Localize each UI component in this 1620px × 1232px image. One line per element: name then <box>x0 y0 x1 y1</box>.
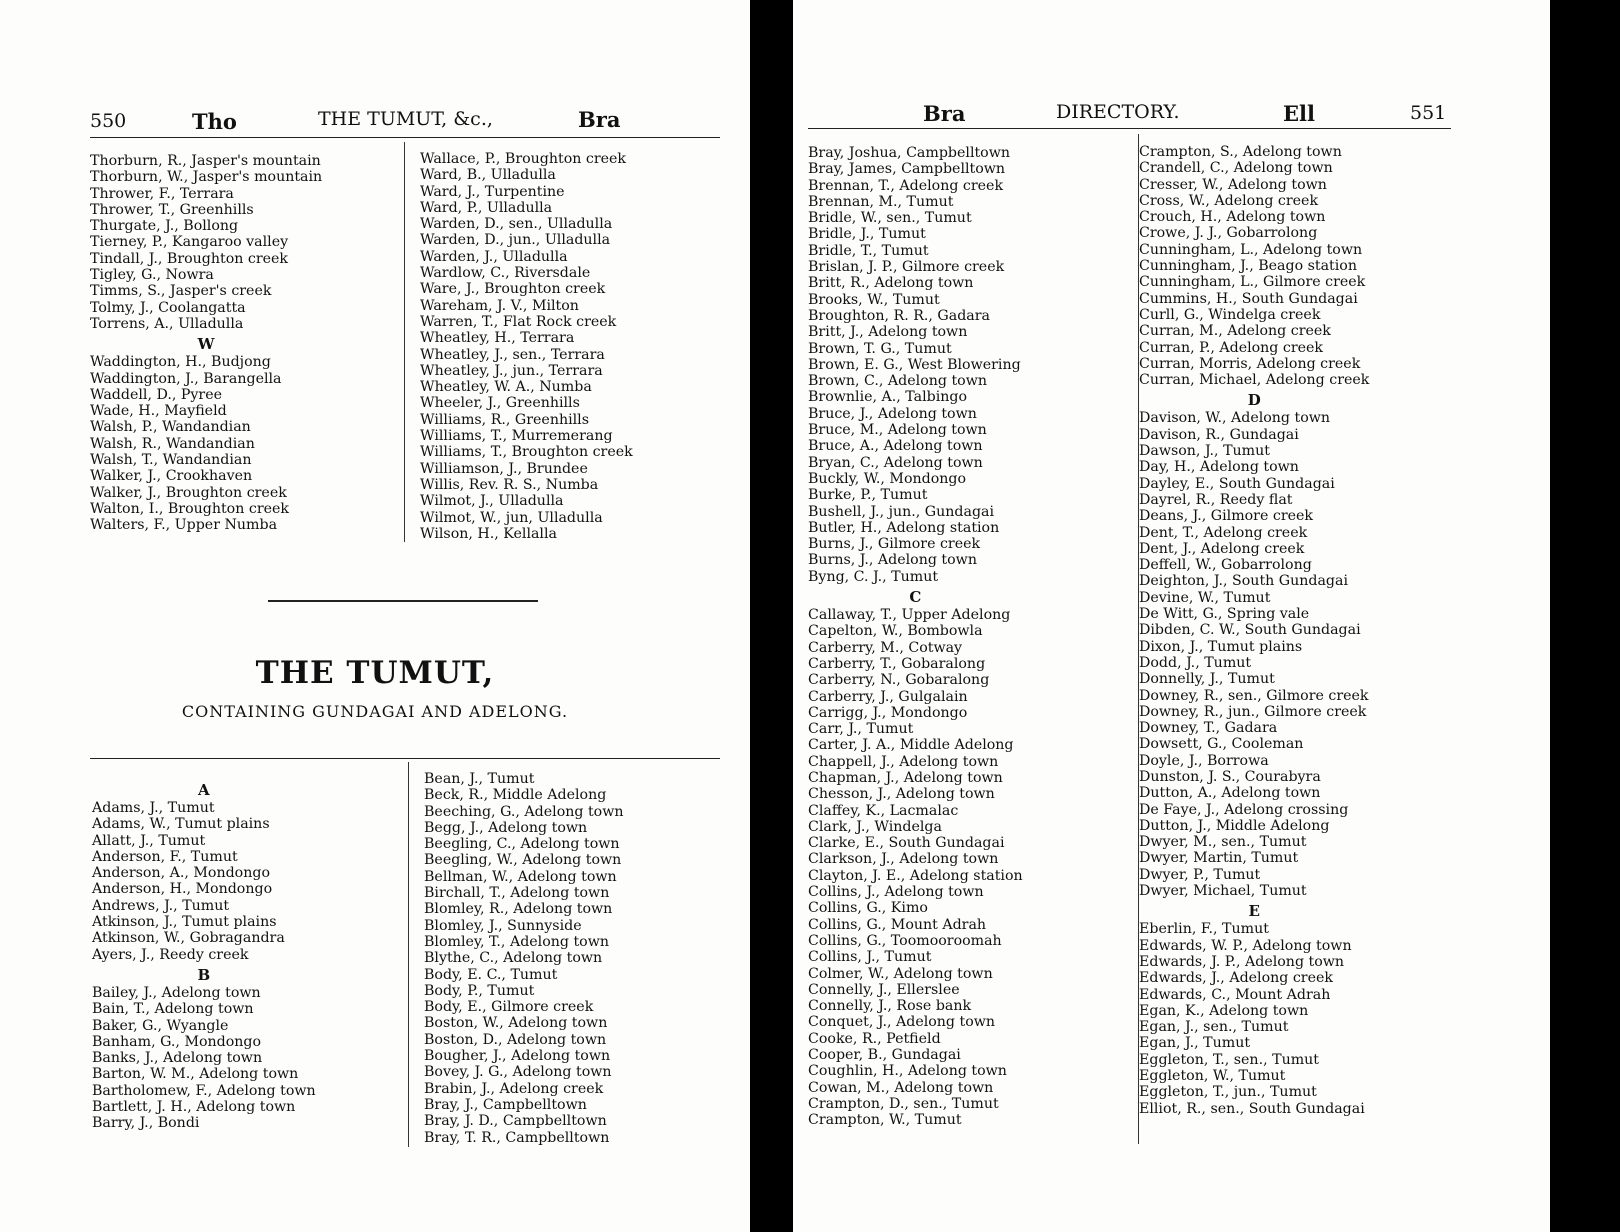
directory-entry: Dwyer, M., sen., Tumut <box>1139 834 1307 851</box>
left-page <box>0 0 750 1232</box>
directory-entry: Wardlow, C., Riversdale <box>420 265 591 282</box>
directory-column <box>90 153 322 534</box>
directory-entry: Brennan, M., Tumut <box>808 193 954 210</box>
directory-entry: Deighton, J., South Gundagai <box>1139 573 1349 590</box>
directory-entry: Tierney, P., Kangaroo valley <box>90 234 289 251</box>
directory-entry: Bruce, M., Adelong town <box>808 422 987 439</box>
directory-entry: Ward, J., Turpentine <box>420 183 565 200</box>
directory-entry: Ayers, J., Reedy creek <box>92 946 249 963</box>
right-page <box>793 0 1550 1232</box>
directory-entry: Bray, J., Campbelltown <box>424 1096 587 1113</box>
directory-entry: Bartholomew, F., Adelong town <box>92 1082 316 1099</box>
directory-entry: Bain, T., Adelong town <box>92 1001 254 1018</box>
directory-entry: Brooks, W., Tumut <box>808 291 940 308</box>
directory-entry: Bougher, J., Adelong town <box>424 1048 611 1065</box>
directory-entry: Chapman, J., Adelong town <box>808 769 1003 786</box>
directory-entry: Brown, E. G., West Blowering <box>808 356 1021 373</box>
directory-entry: Brennan, T., Adelong creek <box>808 177 1004 194</box>
directory-entry: Torrens, A., Ulladulla <box>90 315 244 332</box>
directory-entry: Anderson, F., Tumut <box>92 848 238 865</box>
directory-entry: Williams, T., Murremerang <box>420 428 613 445</box>
directory-entry: Blomley, T., Adelong town <box>424 933 610 950</box>
directory-entry: Carberry, J., Gulgalain <box>808 688 968 705</box>
directory-entry: Doyle, J., Borrowa <box>1139 752 1269 769</box>
directory-entry: Curran, Michael, Adelong creek <box>1139 372 1370 389</box>
directory-entry: Eggleton, T., sen., Tumut <box>1139 1051 1319 1068</box>
header-rule <box>90 137 720 138</box>
directory-entry: Clark, J., Windelga <box>808 818 942 835</box>
directory-entry: Tolmy, J., Coolangatta <box>90 299 246 316</box>
page-number: 551 <box>1410 102 1447 124</box>
directory-entry: Dowsett, G., Cooleman <box>1139 736 1304 753</box>
directory-entry: Walsh, R., Wandandian <box>90 435 255 452</box>
directory-entry: Cowan, M., Adelong town <box>808 1079 994 1096</box>
directory-entry: Wilmot, J., Ulladulla <box>420 493 564 510</box>
directory-entry: Collins, J., Tumut <box>808 949 932 966</box>
directory-entry: Bushell, J., jun., Gundagai <box>808 503 995 520</box>
directory-entry: Bryan, C., Adelong town <box>808 454 983 471</box>
directory-entry: Wareham, J. V., Milton <box>420 297 579 314</box>
directory-entry: Allatt, J., Tumut <box>92 832 206 849</box>
directory-column <box>808 145 1023 1129</box>
directory-title: THE TUMUT, <box>255 655 495 691</box>
directory-entry: Curran, P., Adelong creek <box>1139 339 1324 356</box>
directory-entry: Eberlin, F., Tumut <box>1139 921 1269 938</box>
directory-entry: Egan, J., Tumut <box>1139 1035 1251 1052</box>
directory-entry: Anderson, A., Mondongo <box>92 865 270 882</box>
directory-entry: Carberry, N., Gobaralong <box>808 672 990 689</box>
directory-entry: Dutton, J., Middle Adelong <box>1139 817 1330 834</box>
directory-entry: Connelly, J., Rose bank <box>808 998 972 1015</box>
directory-subtitle: CONTAINING GUNDAGAI AND ADELONG. <box>181 702 569 721</box>
directory-entry: Wheatley, J., sen., Terrara <box>420 346 605 363</box>
section-divider <box>268 600 538 602</box>
directory-entry: Birchall, T., Adelong town <box>424 885 610 902</box>
directory-entry: Crandell, C., Adelong town <box>1139 160 1333 177</box>
directory-entry: Willis, Rev. R. S., Numba <box>420 476 599 493</box>
directory-entry: Walsh, T., Wandandian <box>90 452 252 469</box>
directory-entry: Brislan, J. P., Gilmore creek <box>808 259 1005 276</box>
directory-entry: Bray, T. R., Campbelltown <box>424 1129 610 1146</box>
directory-entry: Wade, H., Mayfield <box>90 403 227 420</box>
directory-entry: Wheeler, J., Greenhills <box>420 395 580 412</box>
directory-entry: Curll, G., Windelga creek <box>1139 306 1321 323</box>
section-letter: A <box>198 781 210 799</box>
directory-entry: Clayton, J. E., Adelong station <box>808 867 1023 884</box>
column-divider <box>408 762 409 1147</box>
directory-entry: Thrower, T., Greenhills <box>90 201 254 218</box>
directory-entry: Bruce, A., Adelong town <box>808 438 983 455</box>
directory-entry: Wheatley, W. A., Numba <box>420 379 592 396</box>
directory-entry: Cummins, H., South Gundagai <box>1139 290 1358 307</box>
guide-word-right: Ell <box>1283 101 1315 126</box>
guide-word-right: Bra <box>578 107 621 132</box>
directory-entry: Curran, Morris, Adelong creek <box>1139 355 1361 372</box>
directory-entry: Begg, J., Adelong town <box>424 819 588 836</box>
directory-entry: Barton, W. M., Adelong town <box>92 1066 299 1083</box>
directory-entry: Eggleton, T., jun., Tumut <box>1139 1084 1317 1101</box>
directory-entry: Dixon, J., Tumut plains <box>1139 638 1303 655</box>
directory-entry: Cunningham, L., Gilmore creek <box>1139 274 1366 291</box>
directory-entry: Carberry, T., Gobaralong <box>808 655 986 672</box>
directory-entry: Bruce, J., Adelong town <box>808 405 977 422</box>
directory-entry: Davison, W., Adelong town <box>1139 410 1331 427</box>
directory-entry: Wilmot, W., jun, Ulladulla <box>420 509 603 526</box>
directory-entry: Wheatley, J., jun., Terrara <box>420 362 603 379</box>
directory-entry: Conquet, J., Adelong town <box>808 1014 996 1031</box>
directory-entry: Body, E. C., Tumut <box>424 966 558 983</box>
directory-entry: Bray, James, Campbelltown <box>808 161 1006 178</box>
directory-entry: Dayley, E., South Gundagai <box>1139 475 1335 492</box>
directory-entry: Bray, Joshua, Campbelltown <box>808 145 1011 161</box>
directory-entry: Wheatley, H., Terrara <box>420 330 575 347</box>
directory-entry: Day, H., Adelong town <box>1139 459 1299 476</box>
directory-entry: Boston, D., Adelong town <box>424 1031 607 1048</box>
directory-entry: Byng, C. J., Tumut <box>808 568 939 585</box>
directory-entry: Cross, W., Adelong creek <box>1139 192 1319 209</box>
directory-entry: Deffell, W., Gobarrolong <box>1139 557 1312 574</box>
directory-entry: Dwyer, Martin, Tumut <box>1139 850 1299 867</box>
directory-entry: Adams, W., Tumut plains <box>92 816 270 833</box>
directory-entry: Callaway, T., Upper Adelong <box>808 607 1011 624</box>
directory-entry: Cooke, R., Petfield <box>808 1030 941 1047</box>
directory-entry: Atkinson, J., Tumut plains <box>92 914 277 931</box>
directory-entry: Beegling, W., Adelong town <box>424 852 622 869</box>
directory-entry: Brown, C., Adelong town <box>808 373 987 390</box>
directory-entry: Connelly, J., Ellerslee <box>808 981 960 998</box>
directory-entry: Butler, H., Adelong station <box>808 519 1000 536</box>
directory-entry: Warden, D., jun., Ulladulla <box>420 232 611 249</box>
running-title: THE TUMUT, &c., <box>318 108 493 130</box>
directory-entry: Dawson, J., Tumut <box>1139 443 1270 460</box>
directory-entry: Thurgate, J., Bollong <box>90 218 239 235</box>
section-letter: C <box>909 588 922 607</box>
directory-entry: Cooper, B., Gundagai <box>808 1047 961 1064</box>
running-title: DIRECTORY. <box>1056 101 1180 123</box>
directory-entry: Coughlin, H., Adelong town <box>808 1063 1007 1080</box>
directory-column <box>420 151 633 542</box>
directory-entry: Barry, J., Bondi <box>92 1115 200 1132</box>
section-letter: E <box>1248 902 1260 921</box>
directory-entry: Colmer, W., Adelong town <box>808 965 993 982</box>
directory-entry: Dent, T., Adelong creek <box>1139 524 1308 541</box>
directory-entry: Egan, J., sen., Tumut <box>1139 1019 1289 1036</box>
directory-entry: Devine, W., Tumut <box>1139 589 1271 606</box>
directory-entry: Williams, T., Broughton creek <box>420 444 633 461</box>
directory-entry: Crouch, H., Adelong town <box>1139 209 1326 226</box>
directory-entry: Broughton, R. R., Gadara <box>808 307 990 324</box>
directory-entry: Collins, J., Adelong town <box>808 884 984 901</box>
section-letter: D <box>1247 391 1261 410</box>
column-divider <box>404 142 405 542</box>
directory-entry: Cunningham, L., Adelong town <box>1139 241 1363 258</box>
directory-entry: Bridle, J., Tumut <box>808 226 926 243</box>
directory-entry: Clarkson, J., Adelong town <box>808 851 999 868</box>
directory-entry: Body, E., Gilmore creek <box>424 999 594 1016</box>
directory-entry: Bray, J. D., Campbelltown <box>424 1113 607 1130</box>
directory-entry: Downey, R., jun., Gilmore creek <box>1139 703 1367 720</box>
directory-entry: Brownlie, A., Talbingo <box>808 389 968 406</box>
directory-column <box>424 771 624 1146</box>
directory-entry: De Witt, G., Spring vale <box>1139 606 1310 623</box>
directory-entry: Carrigg, J., Mondongo <box>808 704 968 721</box>
directory-entry: Davison, R., Gundagai <box>1139 426 1299 443</box>
directory-entry: Downey, T., Gadara <box>1139 720 1278 737</box>
directory-entry: Walsh, P., Wandandian <box>90 419 251 436</box>
directory-entry: Beeching, G., Adelong town <box>424 803 624 820</box>
directory-entry: Dent, J., Adelong creek <box>1139 540 1305 557</box>
directory-entry: Thorburn, R., Jasper's mountain <box>90 153 321 169</box>
directory-entry: Edwards, C., Mount Adrah <box>1139 986 1331 1003</box>
directory-entry: Thorburn, W., Jasper's mountain <box>90 169 323 186</box>
directory-column <box>1139 144 1369 1117</box>
directory-entry: Waddell, D., Pyree <box>90 386 222 403</box>
directory-entry: Burke, P., Tumut <box>808 487 928 504</box>
directory-entry: Timms, S., Jasper's creek <box>90 283 272 300</box>
directory-entry: Baker, G., Wyangle <box>92 1017 229 1034</box>
directory-entry: Ward, P., Ulladulla <box>420 199 553 216</box>
directory-entry: Dutton, A., Adelong town <box>1139 785 1321 802</box>
directory-entry: Walker, J., Crookhaven <box>90 468 253 485</box>
directory-entry: Dodd, J., Tumut <box>1139 654 1252 671</box>
directory-entry: Capelton, W., Bombowla <box>808 623 983 640</box>
directory-entry: Bridle, W., sen., Tumut <box>808 210 972 227</box>
directory-entry: Dwyer, P., Tumut <box>1139 866 1261 883</box>
directory-entry: Dunston, J. S., Courabyra <box>1139 768 1321 785</box>
directory-column <box>92 778 316 1132</box>
directory-entry: Edwards, W. P., Adelong town <box>1139 937 1352 954</box>
directory-entry: Carter, J. A., Middle Adelong <box>808 737 1014 754</box>
directory-entry: Walker, J., Broughton creek <box>90 484 287 501</box>
directory-entry: Britt, R., Adelong town <box>808 275 974 292</box>
directory-entry: Crampton, W., Tumut <box>808 1112 962 1129</box>
directory-entry: Boston, W., Adelong town <box>424 1015 608 1032</box>
directory-entry: Eggleton, W., Tumut <box>1139 1068 1286 1085</box>
directory-entry: Bridle, T., Tumut <box>808 242 929 259</box>
directory-entry: Chappell, J., Adelong town <box>808 753 999 770</box>
directory-entry: Brabin, J., Adelong creek <box>424 1080 604 1097</box>
directory-entry: Bailey, J., Adelong town <box>92 984 261 1001</box>
directory-entry: Crampton, D., sen., Tumut <box>808 1095 999 1112</box>
directory-entry: Waddington, J., Barangella <box>90 370 282 387</box>
directory-entry: Downey, R., sen., Gilmore creek <box>1139 687 1369 704</box>
directory-entry: Blomley, J., Sunnyside <box>424 917 582 934</box>
directory-entry: Williams, R., Greenhills <box>420 411 589 428</box>
directory-entry: Wilson, H., Kellalla <box>420 525 557 542</box>
directory-entry: Bean, J., Tumut <box>424 771 535 787</box>
directory-entry: Bellman, W., Adelong town <box>424 868 617 885</box>
guide-word-left: Tho <box>192 109 237 134</box>
header-rule <box>808 128 1451 129</box>
directory-entry: Adams, J., Tumut <box>92 800 215 816</box>
title-rule <box>90 758 720 759</box>
directory-entry: Wallace, P., Broughton creek <box>420 151 627 167</box>
directory-entry: Banham, G., Mondongo <box>92 1033 262 1050</box>
directory-entry: Dibden, C. W., South Gundagai <box>1139 622 1361 639</box>
directory-entry: Thrower, F., Terrara <box>90 185 234 202</box>
directory-entry: Banks, J., Adelong town <box>92 1050 263 1067</box>
directory-entry: Clarke, E., South Gundagai <box>808 835 1005 852</box>
directory-entry: Edwards, J., Adelong creek <box>1139 970 1333 987</box>
directory-entry: Claffey, K., Lacmalac <box>808 802 959 819</box>
directory-entry: Ward, B., Ulladulla <box>420 167 556 184</box>
directory-entry: Crampton, S., Adelong town <box>1139 144 1342 160</box>
directory-entry: Dayrel, R., Reedy flat <box>1139 491 1293 508</box>
directory-entry: Elliot, R., sen., South Gundagai <box>1139 1100 1365 1117</box>
directory-entry: Walters, F., Upper Numba <box>90 517 278 534</box>
directory-entry: Collins, G., Toomooroomah <box>808 932 1002 949</box>
directory-entry: Tigley, G., Nowra <box>90 267 214 284</box>
directory-entry: Carberry, M., Cotway <box>808 639 963 656</box>
directory-entry: Chesson, J., Adelong town <box>808 786 995 803</box>
directory-entry: Blythe, C., Adelong town <box>424 950 603 967</box>
directory-entry: Cunningham, J., Beago station <box>1139 258 1357 275</box>
directory-entry: Tindall, J., Broughton creek <box>90 250 289 267</box>
directory-entry: Donnelly, J., Tumut <box>1139 671 1275 688</box>
section-letter: W <box>197 335 215 354</box>
directory-entry: Bovey, J. G., Adelong town <box>424 1064 612 1081</box>
directory-entry: Andrews, J., Tumut <box>92 897 230 914</box>
directory-entry: Buckly, W., Mondongo <box>808 470 967 487</box>
directory-entry: Collins, G., Mount Adrah <box>808 916 987 933</box>
directory-entry: Anderson, H., Mondongo <box>92 881 273 898</box>
directory-entry: Burns, J., Adelong town <box>808 552 977 569</box>
directory-entry: Brown, T. G., Tumut <box>808 340 952 357</box>
directory-entry: Warren, T., Flat Rock creek <box>420 313 617 330</box>
directory-entry: Deans, J., Gilmore creek <box>1139 508 1313 525</box>
directory-entry: Blomley, R., Adelong town <box>424 901 613 918</box>
directory-entry: Dwyer, Michael, Tumut <box>1139 883 1307 900</box>
directory-entry: Atkinson, W., Gobragandra <box>92 930 285 947</box>
page-number: 550 <box>90 110 127 132</box>
guide-word-left: Bra <box>923 101 966 126</box>
directory-entry: Beegling, C., Adelong town <box>424 836 620 853</box>
directory-entry: Williamson, J., Brundee <box>420 460 588 477</box>
directory-entry: Egan, K., Adelong town <box>1139 1002 1309 1019</box>
directory-entry: Crowe, J. J., Gobarrolong <box>1139 225 1318 242</box>
directory-entry: Britt, J., Adelong town <box>808 324 968 341</box>
directory-entry: Waddington, H., Budjong <box>90 354 271 371</box>
directory-entry: Beck, R., Middle Adelong <box>424 787 607 804</box>
directory-entry: Curran, M., Adelong creek <box>1139 323 1331 340</box>
directory-entry: De Faye, J., Adelong crossing <box>1139 801 1349 818</box>
directory-entry: Bartlett, J. H., Adelong town <box>92 1099 296 1116</box>
directory-entry: Cresser, W., Adelong town <box>1139 176 1327 193</box>
directory-entry: Ware, J., Broughton creek <box>420 281 606 298</box>
directory-entry: Burns, J., Gilmore creek <box>808 536 981 553</box>
directory-entry: Body, P., Tumut <box>424 982 535 999</box>
directory-entry: Carr, J., Tumut <box>808 721 914 738</box>
directory-entry: Warden, J., Ulladulla <box>420 248 568 265</box>
directory-entry: Edwards, J. P., Adelong town <box>1139 953 1345 970</box>
directory-entry: Collins, G., Kimo <box>808 900 928 917</box>
section-letter: B <box>197 965 211 984</box>
directory-entry: Warden, D., sen., Ulladulla <box>420 216 613 233</box>
directory-entry: Walton, I., Broughton creek <box>90 500 289 517</box>
